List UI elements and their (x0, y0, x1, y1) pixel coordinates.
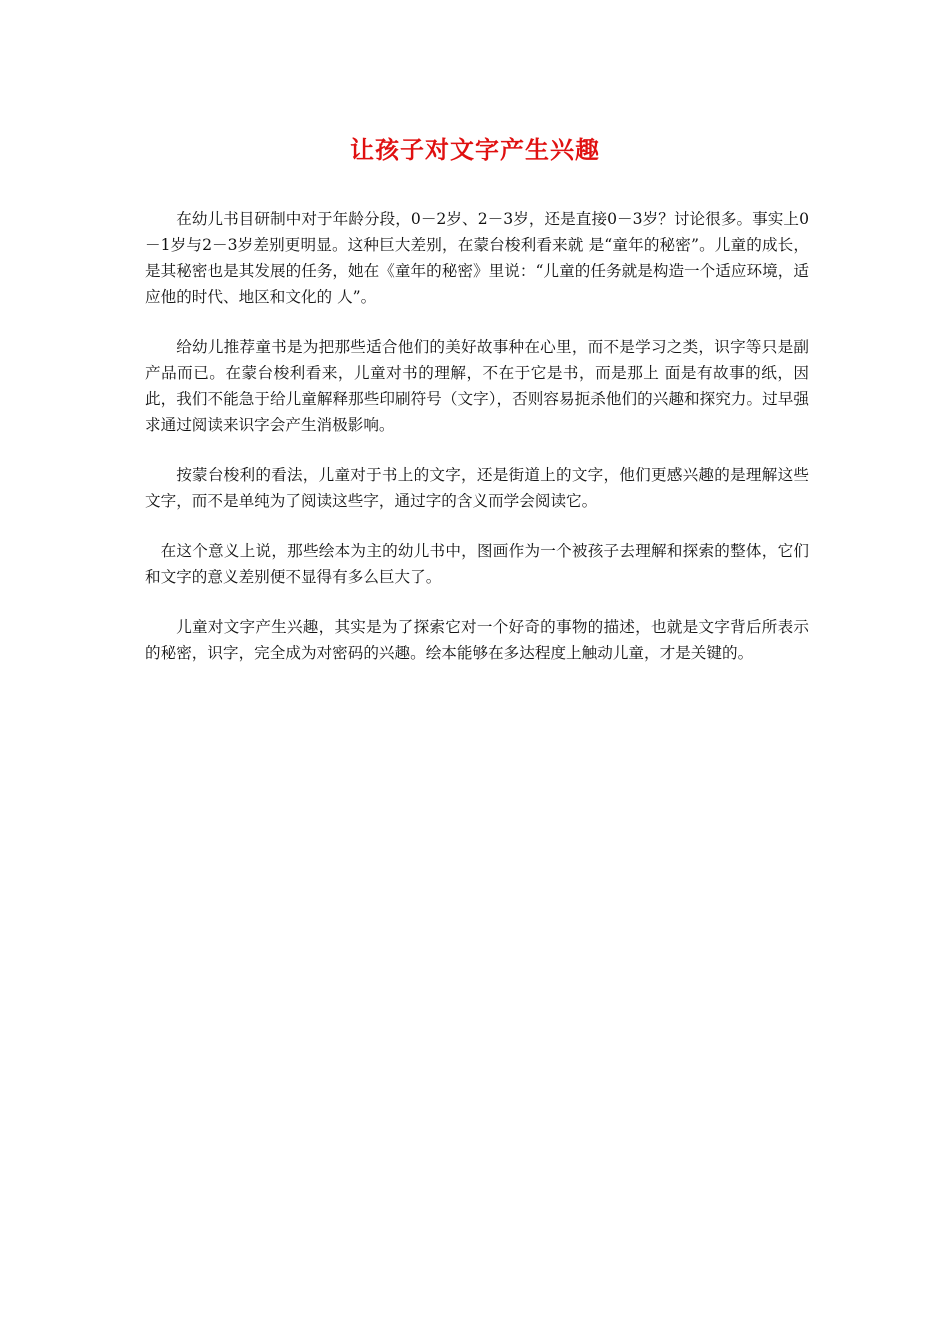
paragraph-4: 在这个意义上说，那些绘本为主的幼儿书中，图画作为一个被孩子去理解和探索的整体，它们和文字的意义差别便不显得有多么巨大了。 (145, 542, 809, 586)
paragraph-3: 按蒙台梭利的看法，儿童对于书上的文字，还是街道上的文字，他们更感兴趣的是理解这些文字，而不是单纯为了阅读这些字，通过字的含义而学会阅读它。 (145, 466, 809, 510)
paragraph-1: 在幼儿书目研制中对于年龄分段，0－2岁、2－3岁，还是直接0－3岁？讨论很多。事实上0－1岁与2－3岁差别更明显。这种巨大差别，在蒙台梭利看来就 是“童年的秘密”。儿童的成长，是其秘密也是其发展的任务，她在《童年的秘密》里说：“儿童的任务就是构造一个适应环境，适应他的时代、地区和文化的 人”。 (145, 210, 809, 306)
document-body (145, 206, 809, 690)
page-title: 让孩子对文字产生兴趣 (350, 136, 600, 164)
paragraph-2: 给幼儿推荐童书是为把那些适合他们的美好故事种在心里，而不是学习之类，识字等只是副产品而已。在蒙台梭利看来，儿童对书的理解，不在于它是书，而是那上 面是有故事的纸，因此，我们不能急于给儿童解释那些印刷符号（文字），否则容易扼杀他们的兴趣和探究力。过早强求通过阅读来识字会产生消极影响。 (145, 338, 809, 434)
paragraph-5: 儿童对文字产生兴趣，其实是为了探索它对一个好奇的事物的描述，也就是文字背后所表示的秘密，识字，完全成为对密码的兴趣。绘本能够在多达程度上触动儿童，才是关键的。 (145, 618, 809, 662)
